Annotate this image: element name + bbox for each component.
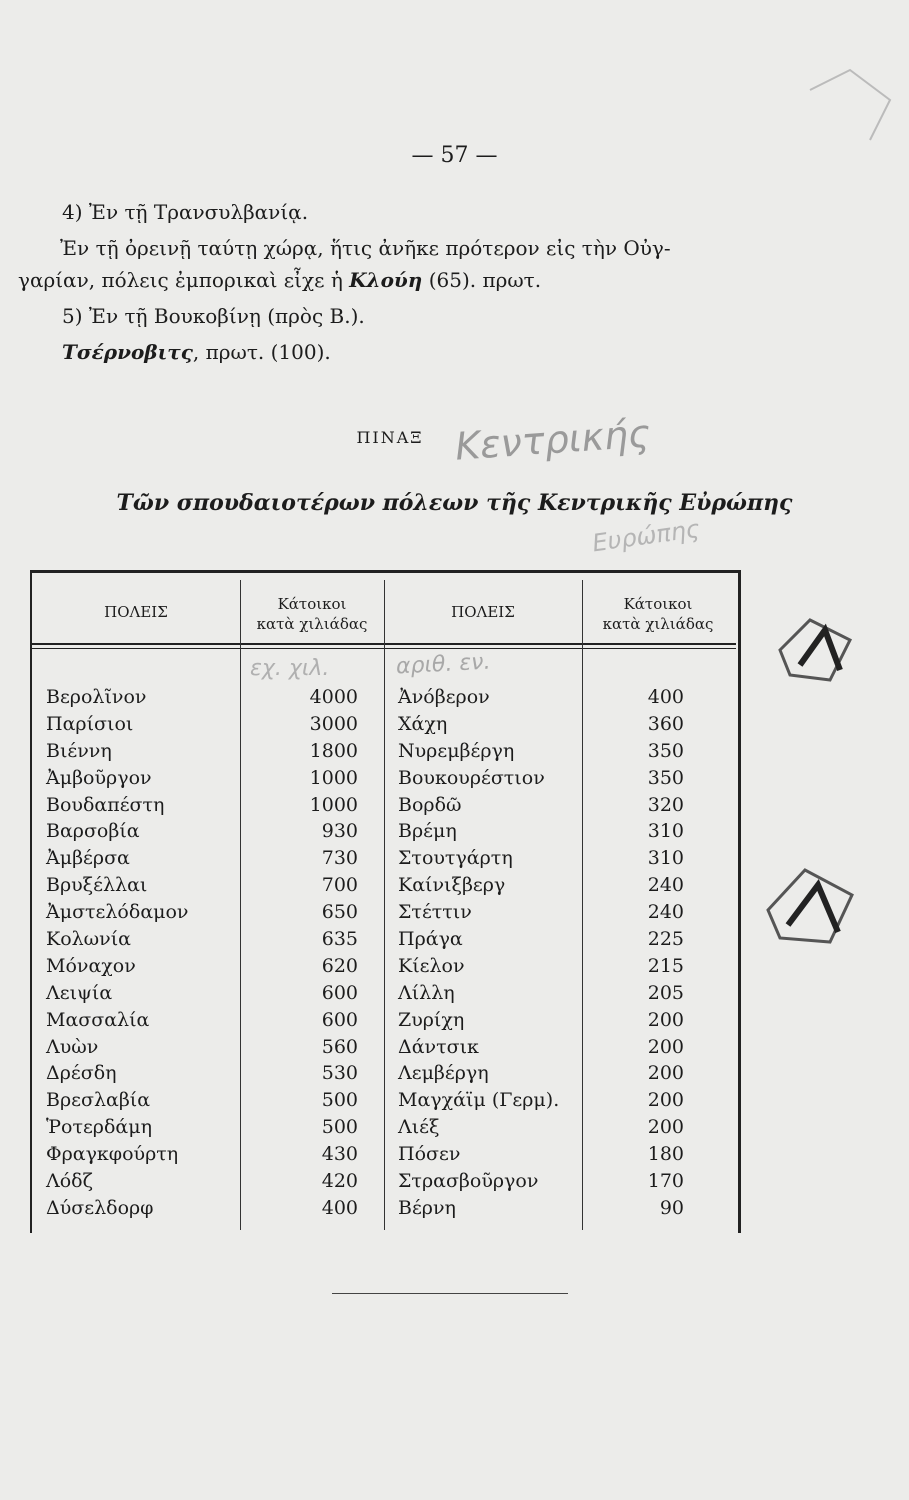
page-number: — 57 — <box>411 143 498 168</box>
right-value-cell: 350 <box>647 739 684 762</box>
right-value-cell: 360 <box>647 712 684 735</box>
left-city-cell: Ἀμβοῦργον <box>46 766 152 789</box>
right-value-cell: 310 <box>647 820 684 843</box>
stamp-mark-bottom <box>760 860 860 950</box>
right-value-cell: 225 <box>647 928 684 951</box>
right-city-cell: Στουτγάρτη <box>398 847 513 870</box>
left-value-cell: 600 <box>321 981 358 1004</box>
right-cities-column <box>398 684 582 1222</box>
right-city-cell: Βέρνη <box>398 1196 456 1219</box>
city-czernowitz: Τσέρνοβιτς <box>62 340 193 364</box>
header-inhabitants-left-line1: Κάτοικοι <box>277 595 347 613</box>
table-subtitle: Τῶν σπουδαιοτέρων πόλεων τῆς Κεντρικῆς Εὐρώπης <box>116 490 793 516</box>
right-city-cell: Ζυρίχη <box>398 1008 465 1031</box>
table-title: ΠΙΝΑΞ <box>356 428 424 447</box>
paper-edge-mark <box>800 60 900 150</box>
left-value-cell: 635 <box>321 928 358 951</box>
left-city-cell: Ἀμστελόδαμον <box>46 901 189 924</box>
right-value-cell: 200 <box>647 1062 684 1085</box>
section5-heading: 5) Ἐν τῇ Βουκοβίνῃ (πρὸς Β.). <box>62 304 365 328</box>
right-value-cell: 200 <box>647 1089 684 1112</box>
right-value-cell: 200 <box>647 1116 684 1139</box>
right-value-cell: 170 <box>647 1170 684 1193</box>
left-value-cell: 500 <box>321 1116 358 1139</box>
right-value-cell: 310 <box>647 847 684 870</box>
left-value-cell: 700 <box>321 874 358 897</box>
right-city-cell: Κίελον <box>398 954 465 977</box>
right-city-cell: Λεμβέργη <box>398 1062 489 1085</box>
table-header-rule <box>30 643 736 645</box>
right-city-cell: Λίλλη <box>398 981 455 1004</box>
left-value-cell: 560 <box>321 1035 358 1058</box>
right-city-cell: Πόσεν <box>398 1143 461 1166</box>
section4-text-pre: γαρίαν, πόλεις ἐμπορικαὶ εἶχε ἡ <box>18 268 350 292</box>
left-city-cell: Βρεσλαβία <box>46 1089 151 1112</box>
right-city-cell: Μαγχάϊμ (Γερμ). <box>398 1089 560 1112</box>
right-value-cell: 205 <box>647 981 684 1004</box>
left-value-cell: 530 <box>321 1062 358 1085</box>
left-value-cell: 420 <box>321 1170 358 1193</box>
right-city-cell: Βουκουρέστιον <box>398 766 545 789</box>
right-city-cell: Βρέμη <box>398 820 457 843</box>
left-city-cell: Βουδαπέστη <box>46 793 165 816</box>
left-city-cell: Ἀμβέρσα <box>46 847 130 870</box>
right-city-cell: Δάντσικ <box>398 1035 479 1058</box>
left-city-cell: Δύσελδορφ <box>46 1196 154 1219</box>
section4-text-line2 <box>18 268 541 292</box>
left-value-cell: 400 <box>321 1196 358 1219</box>
left-city-cell: Βρυξέλλαι <box>46 874 148 897</box>
header-cities-left: ΠΟΛΕΙΣ <box>104 603 168 621</box>
section5-text-post: , πρωτ. (100). <box>192 340 331 364</box>
header-inhabitants-right-line2: κατὰ χιλιάδας <box>602 615 714 633</box>
left-value-cell: 3000 <box>309 712 358 735</box>
left-city-cell: Λυὼν <box>46 1035 99 1058</box>
right-value-cell: 400 <box>647 686 684 708</box>
right-city-cell: Λιέξ <box>398 1116 440 1139</box>
left-city-cell: Μασσαλία <box>46 1008 150 1031</box>
right-city-cell: Καίνιξβεργ <box>398 874 506 897</box>
right-value-cell: 200 <box>647 1008 684 1031</box>
left-city-cell: Βιέννη <box>46 739 112 762</box>
header-inhabitants-left <box>240 594 384 634</box>
left-city-cell: Λειψία <box>46 981 113 1004</box>
city-kluj: Κλούη <box>349 268 423 292</box>
left-value-cell: 1000 <box>309 766 358 789</box>
left-value-cell: 430 <box>321 1143 358 1166</box>
left-value-cell: 620 <box>321 954 358 977</box>
right-city-cell: Ἀνόβερον <box>398 686 490 708</box>
left-value-cell: 930 <box>321 820 358 843</box>
stamp-mark-top <box>770 610 860 690</box>
left-value-cell: 1000 <box>309 793 358 816</box>
left-city-cell: Βερολῖνον <box>46 686 147 708</box>
right-city-cell: Νυρεμβέργη <box>398 739 515 762</box>
left-city-cell: Ῥοτερδάμη <box>46 1116 152 1139</box>
left-values-column <box>240 684 358 1222</box>
right-values-column <box>586 684 684 1222</box>
left-value-cell: 500 <box>321 1089 358 1112</box>
left-city-cell: Παρίσιοι <box>46 712 134 735</box>
right-city-cell: Βορδῶ <box>398 793 462 816</box>
left-city-cell: Λόδζ <box>46 1170 93 1193</box>
right-value-cell: 240 <box>647 874 684 897</box>
left-cities-column <box>46 684 236 1222</box>
right-city-cell: Στρασβοῦργον <box>398 1170 539 1193</box>
header-cities-right: ΠΟΛΕΙΣ <box>451 603 515 621</box>
handwritten-note-title: Κεντρικής <box>453 411 652 469</box>
table-divider-2 <box>384 580 385 1230</box>
right-city-cell: Χάχη <box>398 712 448 735</box>
header-inhabitants-right <box>582 594 734 634</box>
right-city-cell: Στέττιν <box>398 901 472 924</box>
right-value-cell: 320 <box>647 793 684 816</box>
right-value-cell: 215 <box>647 954 684 977</box>
handwritten-note-margin: Ευρώπης <box>590 514 702 558</box>
right-value-cell: 240 <box>647 901 684 924</box>
right-city-cell: Πράγα <box>398 928 463 951</box>
bottom-rule <box>332 1293 568 1294</box>
right-value-cell: 350 <box>647 766 684 789</box>
left-city-cell: Δρέσδη <box>46 1062 117 1085</box>
section5-text <box>62 340 331 364</box>
left-value-cell: 650 <box>321 901 358 924</box>
table-divider-3 <box>582 580 583 1230</box>
left-value-cell: 600 <box>321 1008 358 1031</box>
left-city-cell: Βαρσοβία <box>46 820 140 843</box>
header-inhabitants-right-line1: Κάτοικοι <box>623 595 693 613</box>
left-value-cell: 730 <box>321 847 358 870</box>
section4-text-line1: Ἐν τῇ ὀρεινῇ ταύτῃ χώρᾳ, ἥτις ἀνῆκε πρότερον εἰς τὴν Οὐγ- <box>60 236 671 260</box>
left-city-cell: Φραγκφούρτη <box>46 1143 179 1166</box>
left-value-cell: 4000 <box>309 686 358 708</box>
left-city-cell: Κολωνία <box>46 928 131 951</box>
right-value-cell: 200 <box>647 1035 684 1058</box>
table-header-rule-2 <box>30 648 736 649</box>
handwritten-header-right: αριθ. εν. <box>395 649 492 680</box>
right-value-cell: 90 <box>659 1196 684 1219</box>
left-value-cell: 1800 <box>309 739 358 762</box>
right-value-cell: 180 <box>647 1143 684 1166</box>
section4-text-post: (65). πρωτ. <box>422 268 542 292</box>
section4-heading: 4) Ἐν τῇ Τρανσυλβανίᾳ. <box>62 200 309 224</box>
handwritten-header-left: εχ. χιλ. <box>250 656 330 681</box>
left-city-cell: Μόναχον <box>46 954 136 977</box>
header-inhabitants-left-line2: κατὰ χιλιάδας <box>256 615 368 633</box>
